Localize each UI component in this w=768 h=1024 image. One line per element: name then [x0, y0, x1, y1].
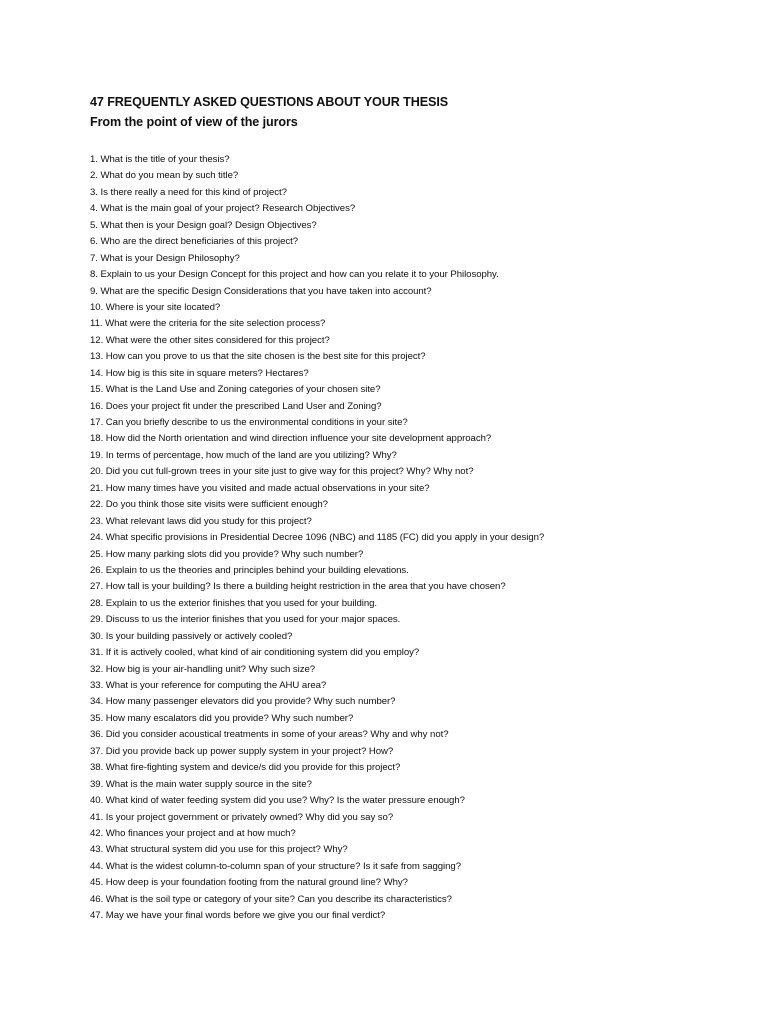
question-item: 19. In terms of percentage, how much of the land are you utilizing? Why? [90, 449, 397, 461]
question-item: 25. How many parking slots did you provide? Why such number? [90, 548, 364, 560]
question-item: 5. What then is your Design goal? Design Objectives? [90, 219, 317, 231]
document-header [90, 93, 448, 131]
question-item: 32. How big is your air-handling unit? Why such size? [90, 663, 316, 675]
question-item: 28. Explain to us the exterior finishes that you used for your building. [90, 597, 378, 609]
question-item: 46. What is the soil type or category of your site? Can you describe its characteristics? [90, 893, 452, 905]
document-subtitle: From the point of view of the jurors [90, 115, 298, 129]
question-item: 37. Did you provide back up power supply system in your project? How? [90, 745, 394, 757]
question-item: 3. Is there really a need for this kind of project? [90, 186, 287, 198]
question-item: 31. If it is actively cooled, what kind of air conditioning system did you employ? [90, 647, 420, 659]
question-item: 36. Did you consider acoustical treatments in some of your areas? Why and why not? [90, 729, 449, 741]
question-item: 8. Explain to us your Design Concept for this project and how can you relate it to your Philosophy. [90, 269, 499, 281]
question-item: 42. Who finances your project and at how much? [90, 827, 296, 839]
question-item: 45. How deep is your foundation footing from the natural ground line? Why? [90, 877, 408, 889]
question-item: 4. What is the main goal of your project? Research Objectives? [90, 203, 356, 215]
question-list [90, 152, 690, 925]
question-item: 30. Is your building passively or actively cooled? [90, 630, 293, 642]
question-item: 34. How many passenger elevators did you provide? Why such number? [90, 696, 396, 708]
question-item: 23. What relevant laws did you study for this project? [90, 515, 312, 527]
question-item: 47. May we have your final words before we give you our final verdict? [90, 910, 386, 922]
question-item: 11. What were the criteria for the site selection process? [90, 318, 326, 330]
question-item: 38. What fire-fighting system and device/s did you provide for this project? [90, 762, 401, 774]
question-item: 9. What are the specific Design Considerations that you have taken into account? [90, 285, 432, 297]
question-item: 26. Explain to us the theories and principles behind your building elevations. [90, 564, 409, 576]
question-item: 43. What structural system did you use for this project? Why? [90, 844, 348, 856]
question-item: 35. How many escalators did you provide? Why such number? [90, 712, 354, 724]
question-item: 15. What is the Land Use and Zoning categories of your chosen site? [90, 384, 381, 396]
question-item: 18. How did the North orientation and wind direction influence your site development approach? [90, 433, 492, 445]
question-item: 7. What is your Design Philosophy? [90, 252, 240, 264]
question-item: 1. What is the title of your thesis? [90, 154, 230, 165]
question-item: 6. Who are the direct beneficiaries of this project? [90, 236, 299, 248]
question-item: 16. Does your project fit under the prescribed Land User and Zoning? [90, 400, 382, 412]
question-item: 10. Where is your site located? [90, 301, 221, 313]
question-item: 40. What kind of water feeding system did you use? Why? Is the water pressure enough? [90, 795, 465, 807]
question-item: 14. How big is this site in square meters? Hectares? [90, 367, 309, 379]
question-item: 12. What were the other sites considered for this project? [90, 334, 330, 346]
question-item: 17. Can you briefly describe to us the environmental conditions in your site? [90, 417, 408, 428]
question-item: 21. How many times have you visited and made actual observations in your site? [90, 482, 430, 494]
question-item: 27. How tall is your building? Is there a building height restriction in the area that you have chosen? [90, 581, 506, 593]
question-item: 44. What is the widest column-to-column span of your structure? Is it safe from sagging? [90, 860, 461, 872]
document-title: 47 FREQUENTLY ASKED QUESTIONS ABOUT YOUR THESIS [90, 95, 449, 109]
question-item: 20. Did you cut full-grown trees in your site just to give way for this project? Why? Why not? [90, 466, 474, 478]
question-item: 29. Discuss to us the interior finishes that you used for your major spaces. [90, 614, 401, 626]
question-item: 24. What specific provisions in Presidential Decree 1096 (NBC) and 1185 (FC) did you apply in your design? [90, 532, 545, 544]
question-item: 33. What is your reference for computing the AHU area? [90, 680, 327, 691]
question-item: 2. What do you mean by such title? [90, 170, 239, 182]
question-item: 22. Do you think those site visits were sufficient enough? [90, 499, 328, 511]
question-item: 13. How can you prove to us that the site chosen is the best site for this project? [90, 351, 426, 363]
question-item: 41. Is your project government or privately owned? Why did you say so? [90, 811, 394, 823]
question-item: 39. What is the main water supply source in the site? [90, 778, 312, 790]
